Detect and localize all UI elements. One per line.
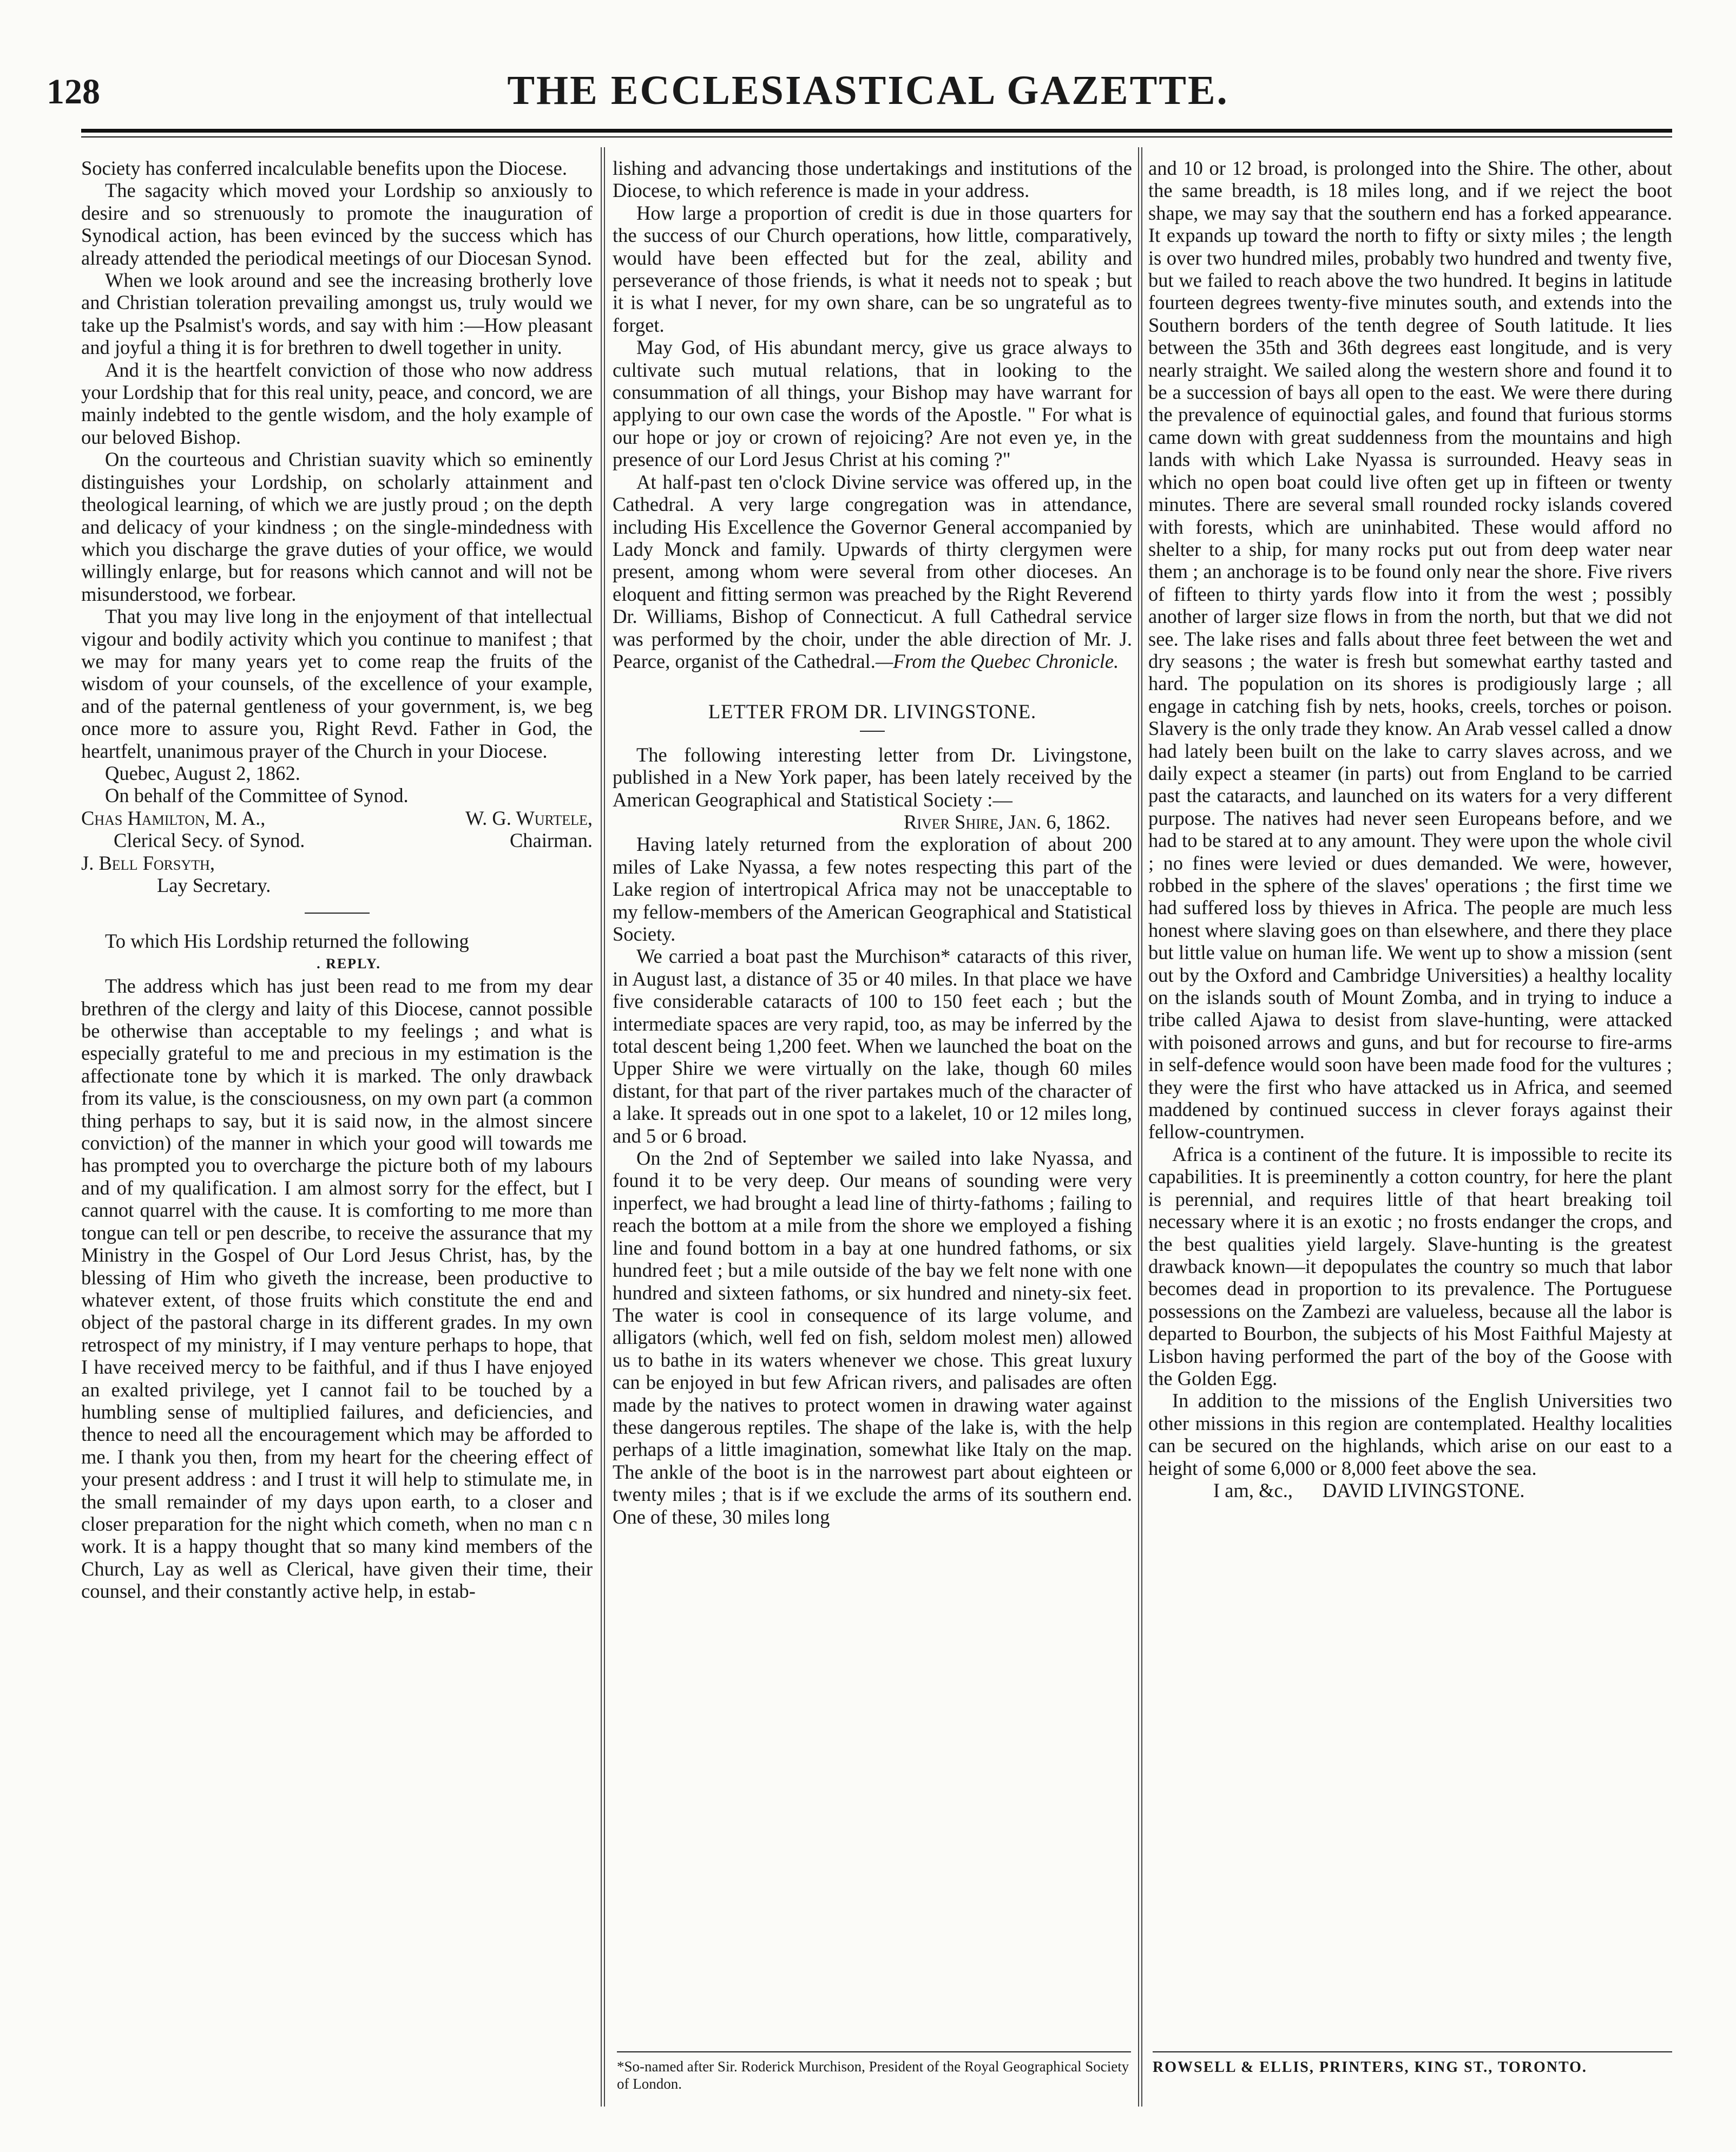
paragraph: In addition to the missions of the English Universities two other missions in this region are contemplated. Healthy localities can be secured on the highlands, which arise on our east to a height of some 6,000 or 8,000 feet above the sea. bbox=[1148, 1389, 1672, 1479]
paragraph: May God, of His abundant mercy, give us grace always to cultivate such mutual relations, that in looking to the consummation of all things, your Bishop may have warrant for applying to our own case the words of the Apostle. " For what is our hope or joy or crown of rejoicing? Are not even ye, in the presence of our Lord Jesus Christ at his coming ?" bbox=[613, 336, 1132, 471]
signatory-name: J. Bell Forsyth, bbox=[81, 851, 215, 874]
column-right bbox=[1148, 157, 1672, 1501]
paragraph: How large a proportion of credit is due in those quarters for the success of our Church operations, how little, comparatively, would have been effected but for the zeal, ability and perseverance of those friends, is what it needs not to speak ; but it is what I never, for my own share, can be so ungrateful as to forget. bbox=[613, 201, 1132, 336]
signatory-title: Chairman. bbox=[509, 829, 593, 852]
paragraph-text: At half-past ten o'clock Divine service was offered up, in the Cathedral. A very large congregation was in attendance, including His Excellence the Governor General accompanied by Lady Monck and family. Upwards of thirty clergymen were present, among whom were several from other dioceses. An eloquent and fitting sermon was preached by the Right Reverend Dr. Williams, Bishop of Connecticut. A full Cathedral service was performed by the choir, under the able direction of Mr. J. Pearce, organist of the Cathedral. bbox=[613, 470, 1132, 672]
signatory-name: W. G. Wurtele, bbox=[465, 806, 593, 829]
paragraph: Having lately returned from the exploration of about 200 miles of Lake Nyassa, a few notes respecting this part of the Lake region of intertropical Africa may not be unacceptable to my fellow-members of the American Geographical and Statistical Society. bbox=[613, 833, 1132, 945]
column-middle bbox=[613, 157, 1132, 1528]
column-divider bbox=[1138, 147, 1139, 2107]
dateline: Quebec, August 2, 1862. bbox=[105, 762, 300, 784]
signature-row bbox=[81, 829, 593, 851]
behalf-line: On behalf of the Committee of Synod. bbox=[105, 784, 409, 807]
column-divider bbox=[601, 147, 602, 2107]
paragraph: And it is the heartfelt conviction of those who now address your Lordship that for this real unity, peace, and concord, we are mainly indebted to the gentle wisdom, and the holy example of our beloved Bishop. bbox=[81, 358, 593, 448]
section-separator bbox=[305, 913, 370, 914]
masthead-title: THE ECCLESIASTICAL GAZETTE. bbox=[507, 68, 1229, 113]
signatory-name: Chas Hamilton, M. A., bbox=[81, 806, 266, 829]
dateline: River Shire, Jan. 6, 1862. bbox=[904, 810, 1110, 833]
signature: DAVID LIVINGSTONE. bbox=[1322, 1479, 1525, 1501]
signatory-title: Lay Secretary. bbox=[157, 874, 271, 896]
reply-intro: To which His Lordship returned the following bbox=[105, 930, 469, 953]
paragraph: The following interesting letter from Dr. Livingstone, published in a New York paper, has been lately received by the American Geographical and Statistical Society :— bbox=[613, 743, 1132, 811]
paragraph: We carried a boat past the Murchison* cataracts of this river, in August last, a distance of 35 or 40 miles. In that place we have five considerable cataracts of 100 to 150 feet each ; but the intermediate spaces are very rapid, too, as may be inferred by the total descent being 1,200 feet. When we launched the boat on the Upper Shire we were virtually on the lake, though 60 miles distant, for that part of the river partakes much of the character of a lake. It spreads out in one spot to a lakelet, 10 or 12 miles long, and 5 or 6 broad. bbox=[613, 945, 1132, 1147]
header-rule bbox=[81, 129, 1672, 133]
paragraph: On the courteous and Christian suavity which so eminently distinguishes your Lordship, on scholarly attainment and theological learning, of which we are justly proud ; on the depth and delicacy of your kindness ; on the single-mindedness with which you discharge the grave duties of your office, we would willingly enlarge, but for reasons which cannot and will not be misunderstood, we forbear. bbox=[81, 448, 593, 605]
source-credit: —From the Quebec Chronicle. bbox=[875, 649, 1119, 672]
column-divider bbox=[604, 147, 605, 2107]
reply-label: . REPLY. bbox=[317, 955, 381, 972]
closing: I am, &c., bbox=[1213, 1479, 1293, 1501]
printer-imprint: ROWSELL & ELLIS, PRINTERS, KING ST., TORONTO. bbox=[1153, 2051, 1672, 2076]
paragraph: When we look around and see the increasing brotherly love and Christian toleration prevailing amongst us, truly would we take up the Psalmist's words, and say with him :—How pleasant and joyful a thing it is for brethren to dwell together in unity. bbox=[81, 269, 593, 359]
closing-line bbox=[1148, 1479, 1672, 1501]
footnote: *So-named after Sir. Roderick Murchison, President of the Royal Geographical Society of London. bbox=[617, 2051, 1131, 2092]
signature-row bbox=[81, 807, 593, 829]
paragraph bbox=[613, 471, 1132, 673]
page-number: 128 bbox=[47, 72, 100, 111]
paragraph: Africa is a continent of the future. It is impossible to recite its capabilities. It is preeminently a cotton country, for here the plant is perennial, and requires little of that heart breaking toil necessary where it is an exotic ; no frosts endanger the crops, and the best qualities yield largely. Slave-hunting is the greatest drawback known—it depopulates the country so much that labor becomes dead in proportion to its prevalence. The Portuguese possessions on the Zambezi are valueless, because all the labor is departed to Bourbon, the subjects of his Most Faithful Majesty at Lisbon having performed the part of the boy of the Goose with the Golden Egg. bbox=[1148, 1143, 1672, 1389]
paragraph: The address which has just been read to me from my dear brethren of the clergy and laity of this Diocese, cannot possible be otherwise than acceptable to my feelings ; and what is especially grateful to me and precious in my estimation is the affectionate tone by which it is marked. The only drawback from its value, is the consciousness, on my own part (a common thing perhaps to say, but it is said now, in the almost sincere conviction) of the manner in which your good will towards me has prompted you to overcharge the picture both of my labours and of my qualification. I am almost sorry for the effect, but I cannot quarrel with the cause. It is comforting to me more than tongue can tell or pen describe, to receive the assurance that my Ministry in the Gospel of Our Lord Jesus Christ, has, by the blessing of Him who giveth the increase, been productive to whatever extent, of those fruits which constitute the end and object of the pastoral charge in its different grades. In my own retrospect of my ministry, if I may venture perhaps to hope, that I have received mercy to be faithful, and if thus I have enjoyed an exalted privilege, yet I cannot fail to be touched by a humbling sense of multiplied failures, and deficiencies, and thence to need all the encouragement which may be afforded to me. I thank you then, from my heart for the cheering effect of your present address : and I trust it will help to stimulate me, in the small remainder of my days upon earth, to a closer and closer preparation for the night which cometh, when no man c n work. It is a happy thought that so many kind members of the Church, Lay as well as Clerical, have given their time, their counsel, and their constantly active help, in estab- bbox=[81, 975, 593, 1603]
header-rule-thin bbox=[81, 136, 1672, 137]
paragraph: The sagacity which moved your Lordship so anxiously to desire and so strenuously to promote the inauguration of Synodical action, has been evinced by the success which has already attended the periodical meetings of our Diocesan Synod. bbox=[81, 179, 593, 269]
paragraph: Society has conferred incalculable benefits upon the Diocese. bbox=[81, 157, 567, 179]
paragraph: lishing and advancing those undertakings and institutions of the Diocese, to which reference is made in your address. bbox=[613, 157, 1132, 202]
column-left bbox=[81, 157, 593, 1603]
paragraph: and 10 or 12 broad, is prolonged into the Shire. The other, about the same breadth, is 18 miles long, and if we reject the boot shape, we may say that the southern end has a forked appearance. It expands up toward the north to fifty or sixty miles ; the length is over two hundred miles, probably two hundred and twenty five, but we failed to reach above the two hundred. It begins in latitude fourteen degrees twenty-five minutes south, and extends into the Southern borders of the tenth degree of South latitude. It lies between the 35th and 36th degrees east longitude, and is very nearly straight. We sailed along the western shore and found it to be a succession of bays all open to the east. We were there during the prevalence of equinoctial gales, and found that furious storms came down with great suddenness from the mountains and high lands with which Lake Nyassa is surrounded. Heavy seas in which no open boat could live often get up in fifteen or twenty minutes. There are several small rounded rocky islands covered with forests, which are uninhabited. These would afford no shelter to a ship, for many rocks put out from deep water near them ; an anchorage is to be found only near the shore. Five rivers of fifteen to thirty yards flow into it from the west ; possibly another of larger size flows in from the north, but that we did not see. The lake rises and falls about three feet between the wet and dry seasons ; the water is fresh but somewhat earthy tasted and hard. The population on its shores is prodigiously large ; all engage in catching fish by nets, hooks, creels, torches or poison. Slavery is the only trade they know. An Arab vessel called a dnow had lately been built on the lake to carry slaves across, and we daily expect a steamer (in parts) out from England to be carried past the cataracts, and launched on its waters for a very different purpose. The natives had never seen Europeans before, and we had to be stared at to any amount. They were upon the whole civil ; no fines were levied or dues demanded. We were, however, robbed in the sphere of the slaves' operations ; the first time we had suffered loss by thieves in Africa. The people are much less honest where slaving goes on than elsewhere, and there they place but little value on human life. We went up to show a mission (sent out by the Oxford and Cambridge Universities) a healthy locality on the islands south of Mount Zomba, and in trying to induce a tribe called Ajawa to desist from slave-hunting, were attacked with poisoned arrows and guns, and but for recourse to fire-arms in self-defence would soon have been made food for the vultures ; they were the first who have attacked us in Africa, and seemed maddened by continued success in clever forays against their fellow-countrymen. bbox=[1148, 157, 1672, 1143]
heading-dash bbox=[860, 731, 885, 732]
paragraph: On the 2nd of September we sailed into lake Nyassa, and found it to be very deep. Our means of sounding were very inperfect, we had brought a lead line of thirty-fathoms ; failing to reach the bottom at a mile from the shore we employed a fishing line and found bottom in a bay at one hundred fathoms, or six hundred feet ; but a mile outside of the bay we felt none with one hundred and sixteen fathoms, or six hundred and ninety-six feet. The water is cool in consequence of its large volume, and alligators (which, well fed on fish, seldom molest men) allowed us to bathe in its waters whenever we chose. This great luxury can be enjoyed in but few African rivers, and palisades are often made by the natives to protect women in drawing water against these dangerous reptiles. The shape of the lake is, with the help perhaps of a little imagination, somewhat like Italy on the map. The ankle of the boot is in the narrowest part about eighteen or twenty miles ; that is if we exclude the arms of its southern end. One of these, 30 miles long bbox=[613, 1147, 1132, 1528]
article-heading: LETTER FROM DR. LIVINGSTONE. bbox=[708, 700, 1037, 723]
column-divider bbox=[1141, 147, 1142, 2107]
paragraph: That you may live long in the enjoyment of that intellectual vigour and bodily activity which you continue to manifest ; that we may for many years yet to come reap the fruits of the wisdom of your counsels, of the excellence of your example, and of the paternal gentleness of your government, is, we beg once more to assure you, Right Revd. Father in God, the heartfelt, unanimous prayer of the Church in your Diocese. bbox=[81, 605, 593, 762]
signatory-title: Clerical Secy. of Synod. bbox=[114, 829, 305, 852]
